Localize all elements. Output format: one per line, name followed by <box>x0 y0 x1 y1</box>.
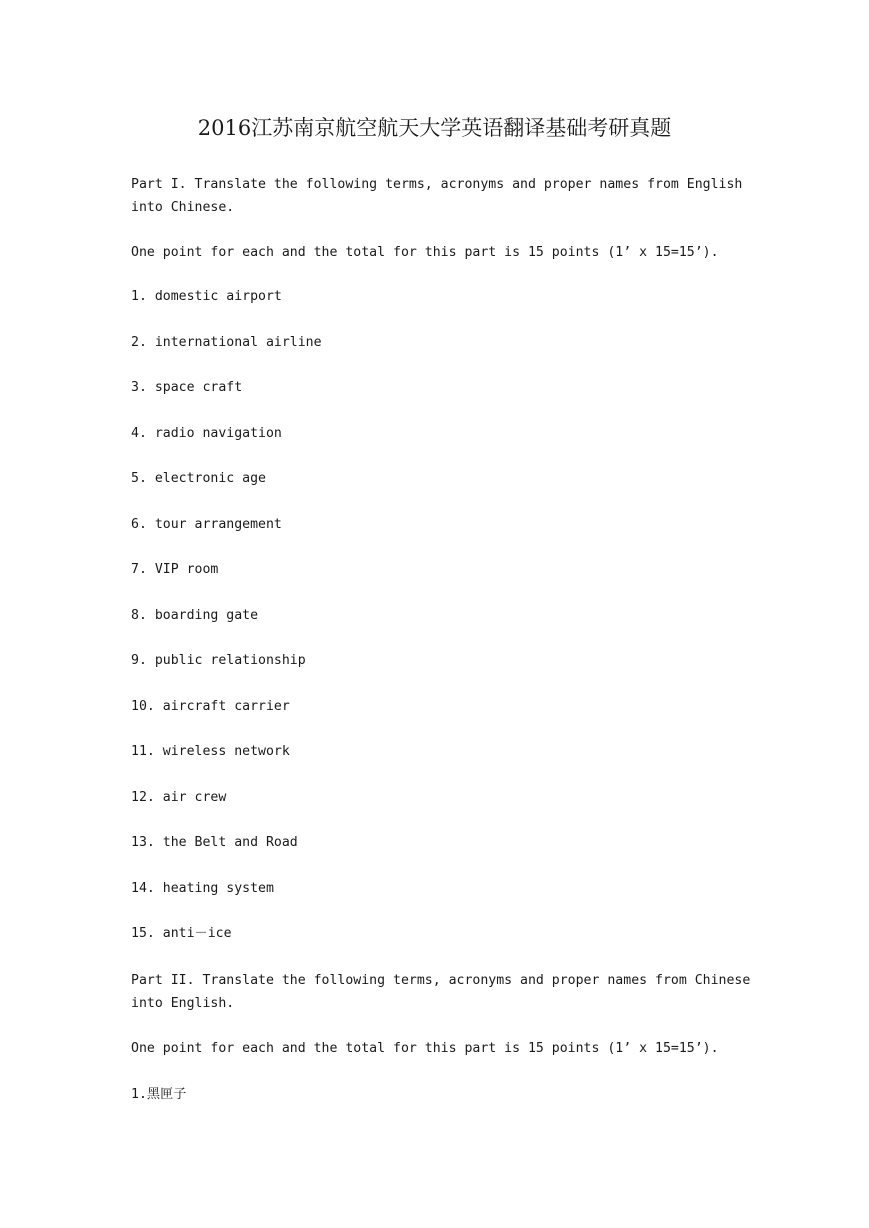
list-item: 14. heating system <box>131 880 274 896</box>
list-item: 10. aircraft carrier <box>131 698 290 714</box>
list-item: 7. VIP room <box>131 562 219 577</box>
list-item: 12. air crew <box>131 789 227 805</box>
list-item: 8. boarding gate <box>131 607 259 623</box>
list-item: 5. electronic age <box>131 471 266 486</box>
list-item: 4. radio navigation <box>131 425 282 441</box>
part1-scoring: One point for each and the total for this part is 15 points (1’ x 15=15’). <box>131 245 719 260</box>
part2-scoring: One point for each and the total for this part is 15 points (1’ x 15=15’). <box>131 1041 719 1056</box>
list-item: 13. the Belt and Road <box>131 835 298 850</box>
list-item: 11. wireless network <box>131 744 290 759</box>
list-item: 15. anti－ice <box>131 926 232 941</box>
part1-term-list <box>131 285 322 968</box>
part2-first-item: 1.黑匣子 <box>131 1087 187 1102</box>
part2-heading: Part II. Translate the following terms, acronyms and proper names from Chinese into English. <box>131 973 759 1011</box>
list-item: 9. public relationship <box>131 653 306 668</box>
list-item: 2. international airline <box>131 334 322 350</box>
list-item: 1. domestic airport <box>131 289 282 304</box>
document-title: 2016江苏南京航空航天大学英语翻译基础考研真题 <box>197 116 672 140</box>
part1-heading: Part I. Translate the following terms, acronyms and proper names from English into Chinese. <box>131 177 751 215</box>
list-item: 3. space craft <box>131 380 243 395</box>
list-item: 6. tour arrangement <box>131 516 282 532</box>
